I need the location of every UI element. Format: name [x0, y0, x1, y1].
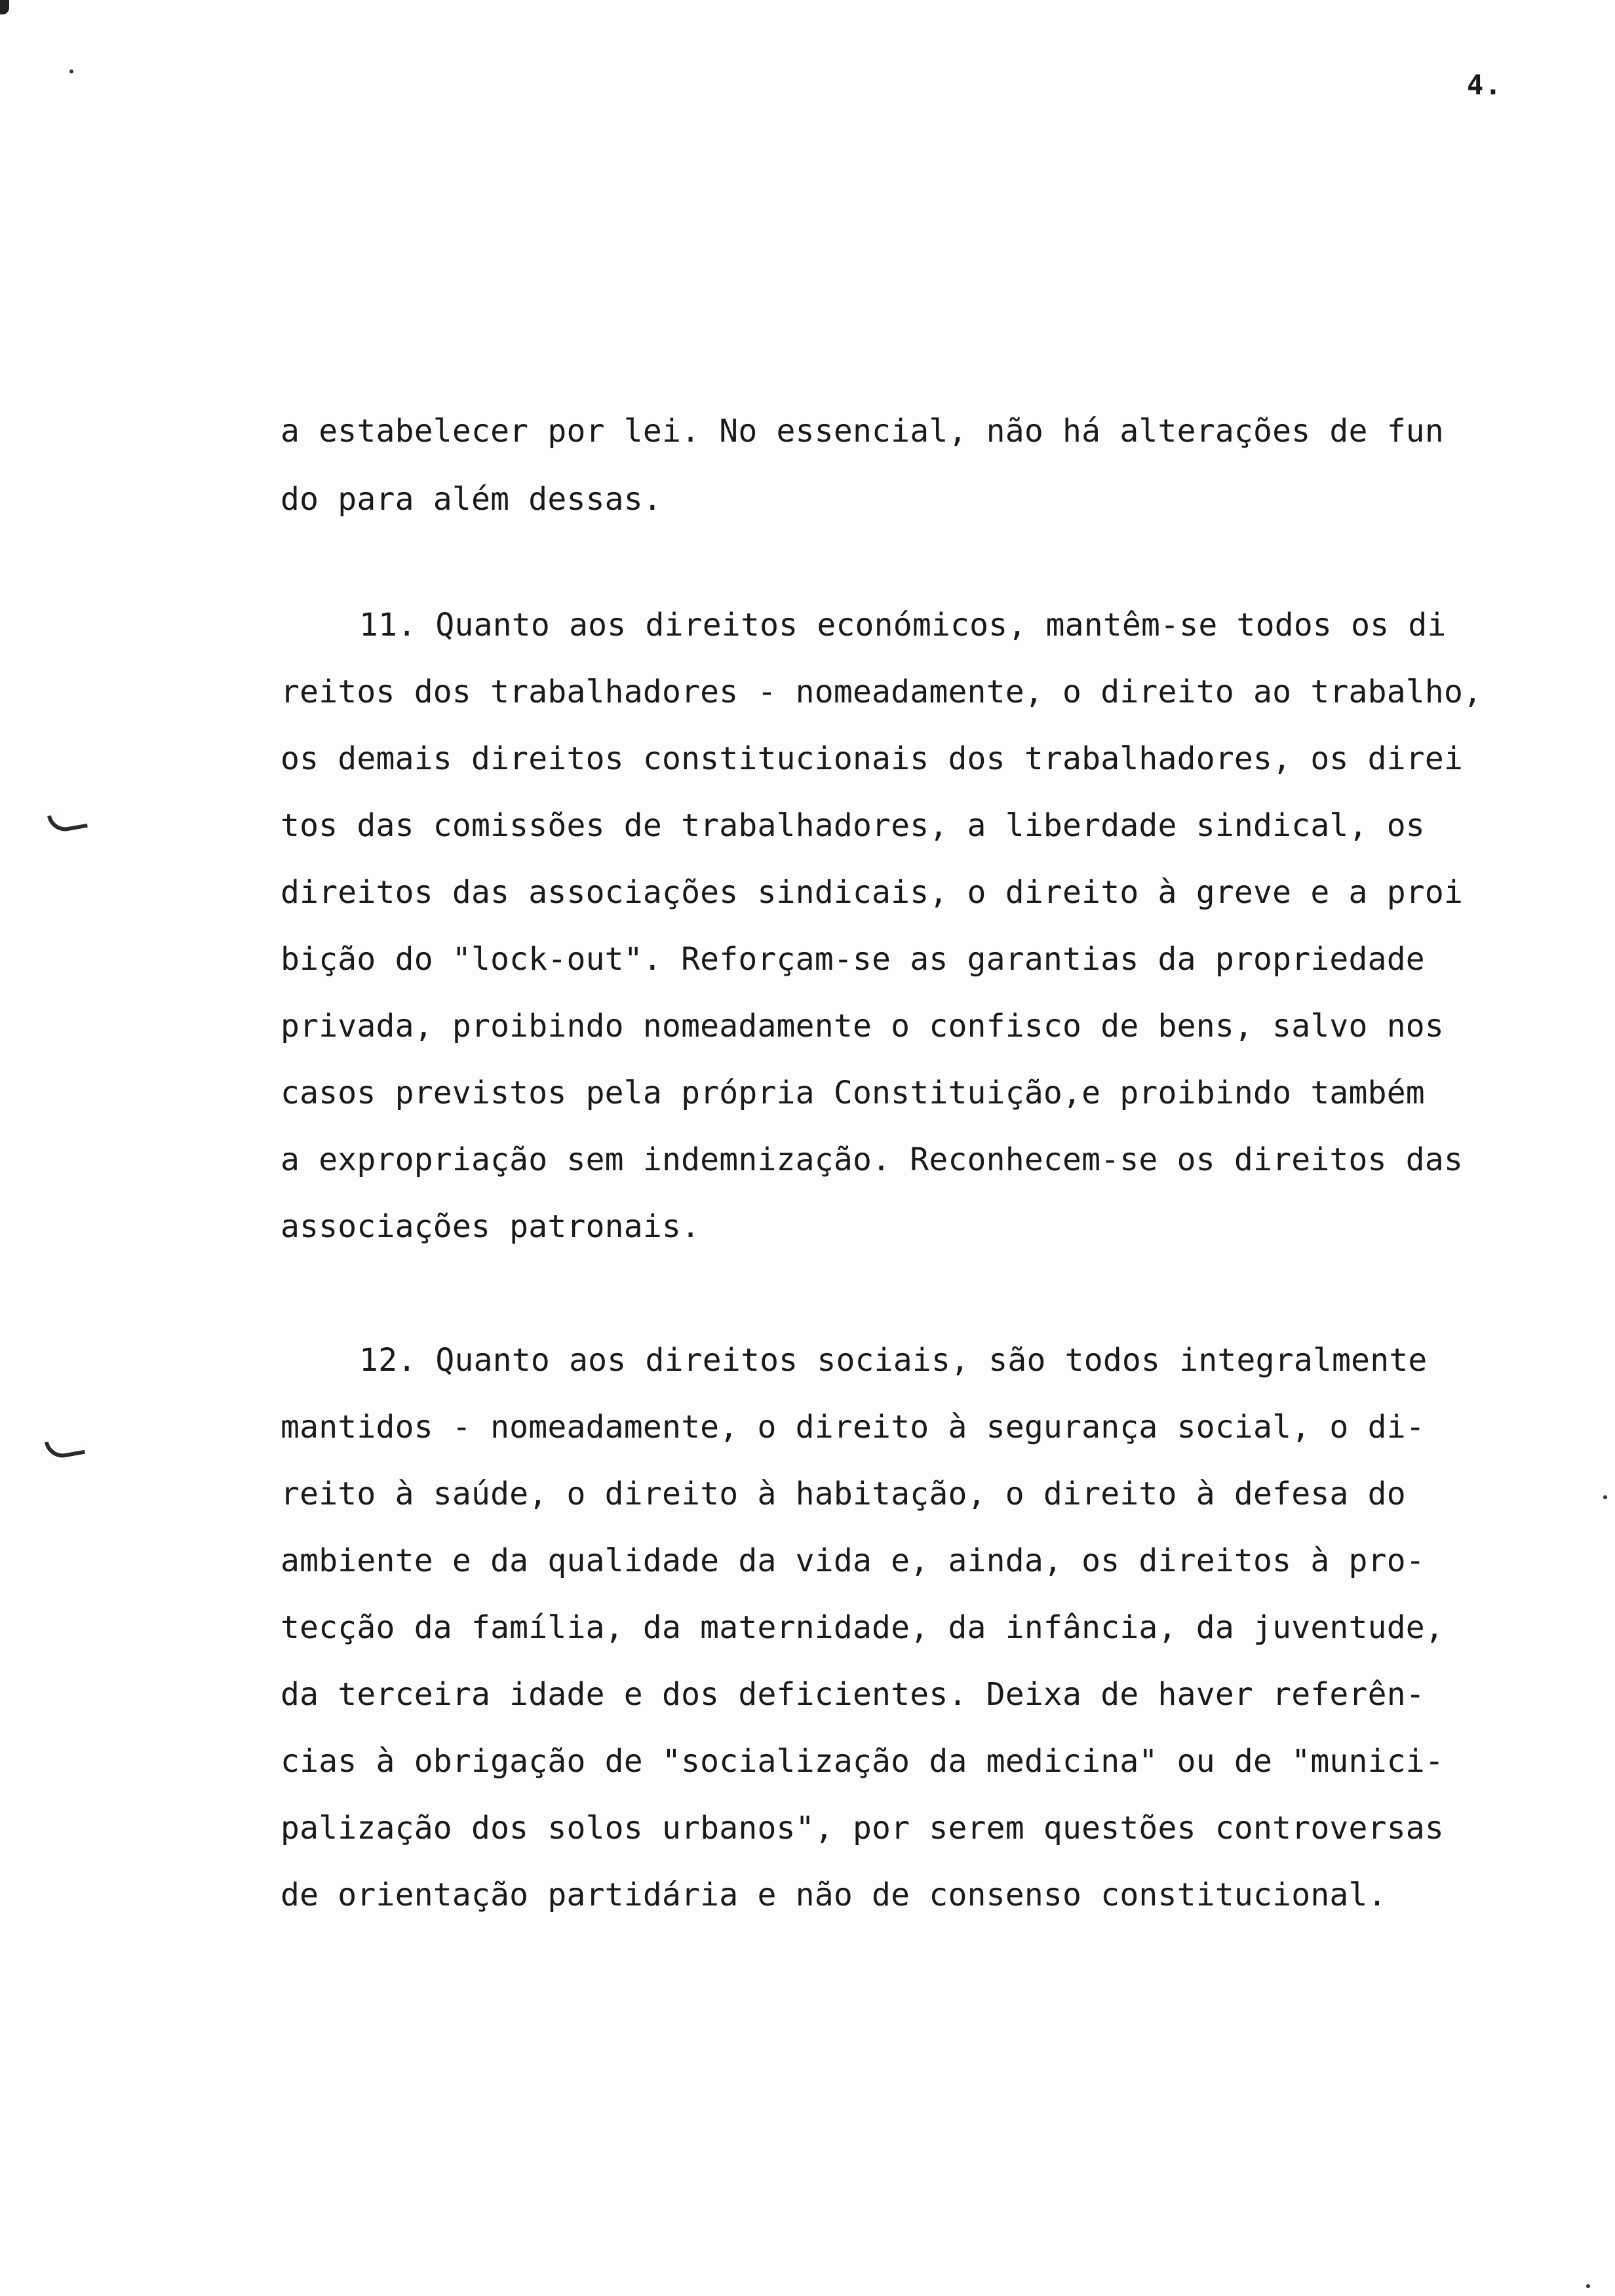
text-line: reitos dos trabalhadores - nomeadamente, o direito ao trabalho, [281, 674, 1483, 710]
text-line: tos das comissões de trabalhadores, a liberdade sindical, os [281, 807, 1425, 844]
text-line: a estabelecer por lei. No essencial, não há alterações de fun [281, 413, 1445, 450]
text-line: cias à obrigação de "socialização da medicina" ou de "munici- [281, 1743, 1445, 1780]
text-line: tecção da família, da maternidade, da infância, da juventude, [281, 1609, 1445, 1646]
text-line: de orientação partidária e não de consenso constitucional. [281, 1877, 1387, 1913]
margin-check-mark [45, 1436, 85, 1461]
text-line: 12. Quanto aos direitos sociais, são todos integralmente [359, 1342, 1428, 1379]
text-line: a expropriação sem indemnização. Reconhecem-se os direitos das [281, 1141, 1464, 1178]
scan-speck [1586, 2284, 1590, 2288]
scan-speck [69, 69, 73, 73]
scan-speck [1603, 1495, 1607, 1499]
text-line: palização dos solos urbanos", por serem questões controversas [281, 1810, 1445, 1846]
text-line: 11. Quanto aos direitos económicos, mantêm-se todos os di [359, 607, 1447, 643]
text-line: casos previstos pela própria Constituição,e proibindo também [281, 1075, 1425, 1111]
text-line: ambiente e da qualidade da vida e, ainda, os direitos à pro- [281, 1542, 1425, 1579]
text-line: direitos das associações sindicais, o direito à greve e a proi [281, 874, 1464, 911]
scan-blot [0, 0, 9, 14]
text-line: bição do "lock-out". Reforçam-se as garantias da propriedade [281, 941, 1425, 978]
text-line: privada, proibindo nomeadamente o confisco de bens, salvo nos [281, 1008, 1445, 1044]
text-line: mantidos - nomeadamente, o direito à segurança social, o di- [281, 1409, 1425, 1445]
text-line: do para além dessas. [281, 481, 662, 518]
page-number: 4. [1467, 69, 1503, 101]
text-line: da terceira idade e dos deficientes. Deixa de haver referên- [281, 1676, 1425, 1713]
margin-check-mark [47, 809, 88, 834]
text-line: reito à saúde, o direito à habitação, o direito à defesa do [281, 1476, 1406, 1512]
text-line: associações patronais. [281, 1208, 701, 1245]
text-line: os demais direitos constitucionais dos trabalhadores, os direi [281, 740, 1464, 777]
